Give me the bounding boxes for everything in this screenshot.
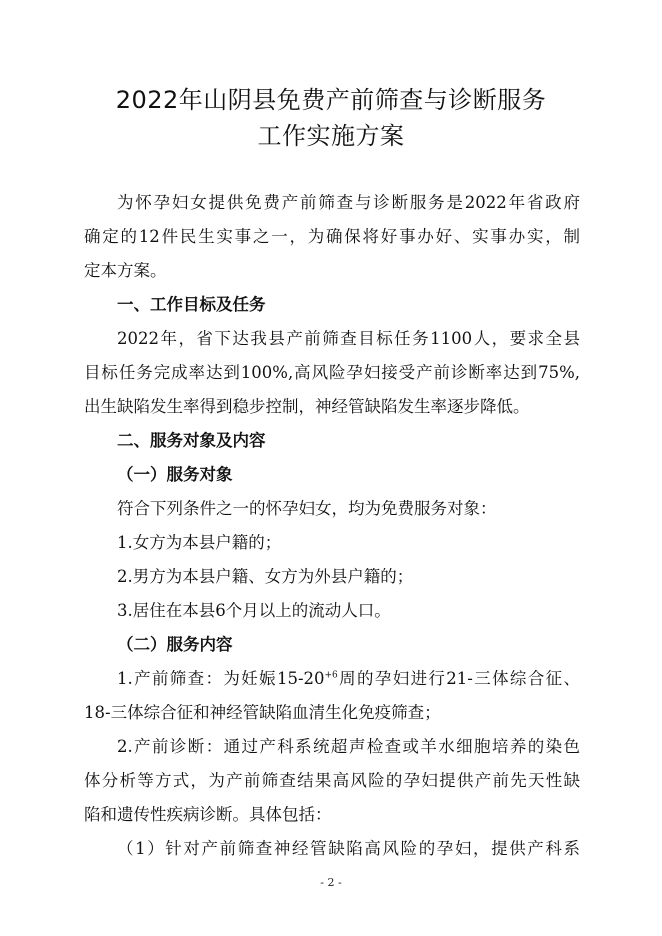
content-2-line-1: 2.产前诊断：通过产科系统超声检查或羊水细胞培养的染色 <box>117 737 580 756</box>
content-1-text-b: 周的孕妇进行21-三体综合征、 <box>337 669 580 688</box>
heading-service: 二、服务对象及内容 <box>117 431 266 450</box>
content-2-line-3: 陷和遗传性疾病诊断。具体包括： <box>84 805 332 824</box>
target-item-2: 2.男方为本县户籍、女方为外县户籍的； <box>117 567 414 586</box>
intro-line-1: 为怀孕妇女提供免费产前筛查与诊断服务是2022年省政府 <box>117 193 580 212</box>
goal-line-1: 2022年，省下达我县产前筛查目标任务1100人，要求全县 <box>117 329 580 348</box>
heading-service-targets: （一）服务对象 <box>117 465 233 484</box>
content-1-line-1 <box>84 662 580 696</box>
target-item-1: 1.女方为本县户籍的； <box>117 533 282 552</box>
page-number: - 2 - <box>320 876 342 889</box>
heading-goals: 一、工作目标及任务 <box>117 295 266 314</box>
intro-line-2: 确定的12件民生实事之一，为确保将好事办好、实事办实，制 <box>84 227 580 246</box>
heading-service-content: （二）服务内容 <box>117 635 233 654</box>
document-title-line1: 2022年山阴县免费产前筛查与诊断服务 <box>115 86 547 114</box>
content-1-text-a: 1.产前筛查：为妊娠15-20 <box>117 669 325 688</box>
content-2-item-1: （1）针对产前筛查神经管缺陷高风险的孕妇，提供产科系 <box>117 839 580 858</box>
goal-line-3: 出生缺陷发生率得到稳步控制，神经管缺陷发生率逐步降低。 <box>84 397 530 416</box>
content-1-superscript: +6 <box>324 670 338 681</box>
targets-intro: 符合下列条件之一的怀孕妇女，均为免费服务对象： <box>117 499 497 518</box>
document-title-line2: 工作实施方案 <box>257 122 405 150</box>
goal-line-2: 目标任务完成率达到100%,高风险孕妇接受产前诊断率达到75%, <box>84 363 580 382</box>
intro-line-3: 定本方案。 <box>84 261 167 280</box>
target-item-3: 3.居住在本县6个月以上的流动人口。 <box>117 601 391 620</box>
content-2-line-2: 体分析等方式，为产前筛查结果高风险的孕妇提供产前先天性缺 <box>84 771 580 790</box>
content-1-line-2: 18-三体综合征和神经管缺陷血清生化免疫筛查； <box>84 703 441 722</box>
